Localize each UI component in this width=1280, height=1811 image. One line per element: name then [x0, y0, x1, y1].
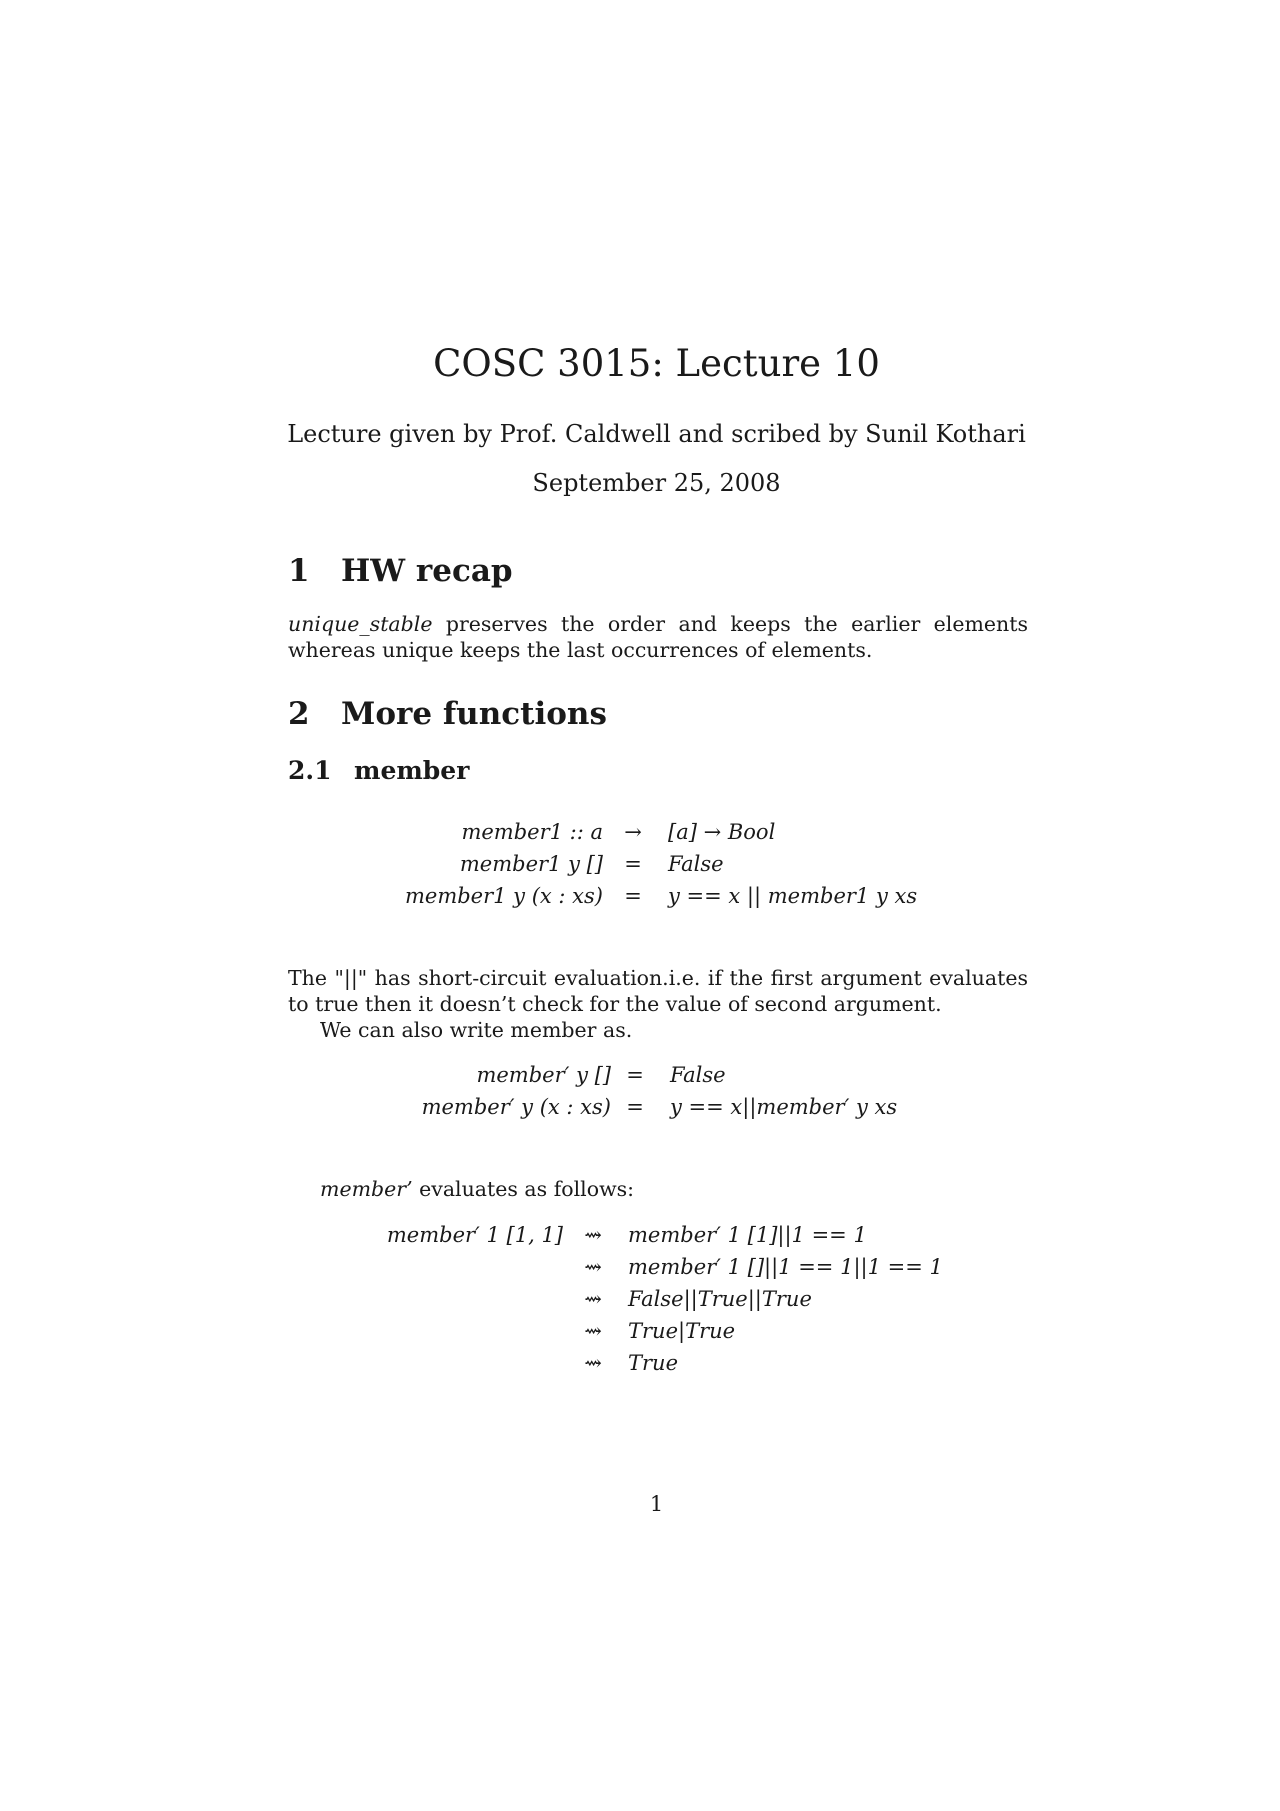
document-byline: Lecture given by Prof. Caldwell and scribed by Sunil Kothari	[287, 420, 1026, 448]
evaluation-arrow: ⇝	[584, 1319, 602, 1343]
equation-rhs: y == x || member1 y xs	[668, 884, 918, 908]
evaluation-rhs: False||True||True	[628, 1287, 812, 1311]
equation-rhs: False	[670, 1063, 726, 1087]
short-circuit-paragraph: The "||" has short-circuit evaluation.i.e. if the first argument evaluates to true then it doesn’t check for the value of second argument.	[288, 966, 1028, 1016]
evaluation-arrow: ⇝	[584, 1351, 602, 1375]
equation-lhs: member′ y (x : xs)	[421, 1095, 611, 1119]
evaluation-arrow: ⇝	[584, 1223, 602, 1247]
evaluation-arrow: ⇝	[584, 1287, 602, 1311]
evaluates-text: evaluates as follows:	[412, 1177, 635, 1201]
section-heading-more-functions	[288, 696, 607, 732]
subsection-title: member	[354, 756, 470, 785]
equation-rhs: [a] → Bool	[668, 820, 776, 844]
evaluation-lhs: member′ 1 [1, 1]	[386, 1223, 563, 1247]
equation-rhs: y == x||member′ y xs	[670, 1095, 898, 1119]
term-member-prime: member’	[320, 1177, 413, 1201]
section-heading-hw-recap	[288, 553, 513, 589]
equation-operator: =	[624, 884, 642, 908]
document-title: COSC 3015: Lecture 10	[433, 342, 880, 385]
equation-lhs: member1 y []	[459, 852, 603, 876]
section-number: 2	[288, 696, 310, 732]
evaluates-paragraph	[288, 1176, 1028, 1202]
hw-recap-text: preserves the order and keeps the earlier elements whereas unique keeps the last occurrences of elements.	[288, 612, 1028, 662]
section-title: More functions	[341, 696, 607, 732]
evaluation-rhs: member′ 1 []||1 == 1||1 == 1	[628, 1255, 943, 1279]
equation-lhs: member1 :: a	[461, 820, 603, 844]
document-date: September 25, 2008	[532, 469, 781, 497]
equation-operator: =	[626, 1063, 644, 1087]
equation-lhs: member1 y (x : xs)	[404, 884, 603, 908]
section-number: 1	[288, 553, 310, 589]
page-number: 1	[649, 1492, 664, 1516]
evaluation-rhs: True|True	[628, 1319, 736, 1343]
equation-rhs: False	[668, 852, 724, 876]
subsection-heading-member	[288, 756, 469, 785]
evaluation-rhs: True	[628, 1351, 678, 1375]
equation-operator: =	[626, 1095, 644, 1119]
hw-recap-paragraph	[288, 611, 1028, 663]
evaluation-arrow: ⇝	[584, 1255, 602, 1279]
evaluation-rhs: member′ 1 [1]||1 == 1	[628, 1223, 867, 1247]
also-write-paragraph: We can also write member as.	[320, 1018, 633, 1042]
term-unique-stable: unique_stable	[288, 612, 433, 636]
equation-operator: =	[624, 852, 642, 876]
section-title: HW recap	[341, 553, 513, 589]
subsection-number: 2.1	[288, 756, 332, 785]
equation-lhs: member′ y []	[476, 1063, 611, 1087]
equation-operator: →	[624, 820, 642, 844]
